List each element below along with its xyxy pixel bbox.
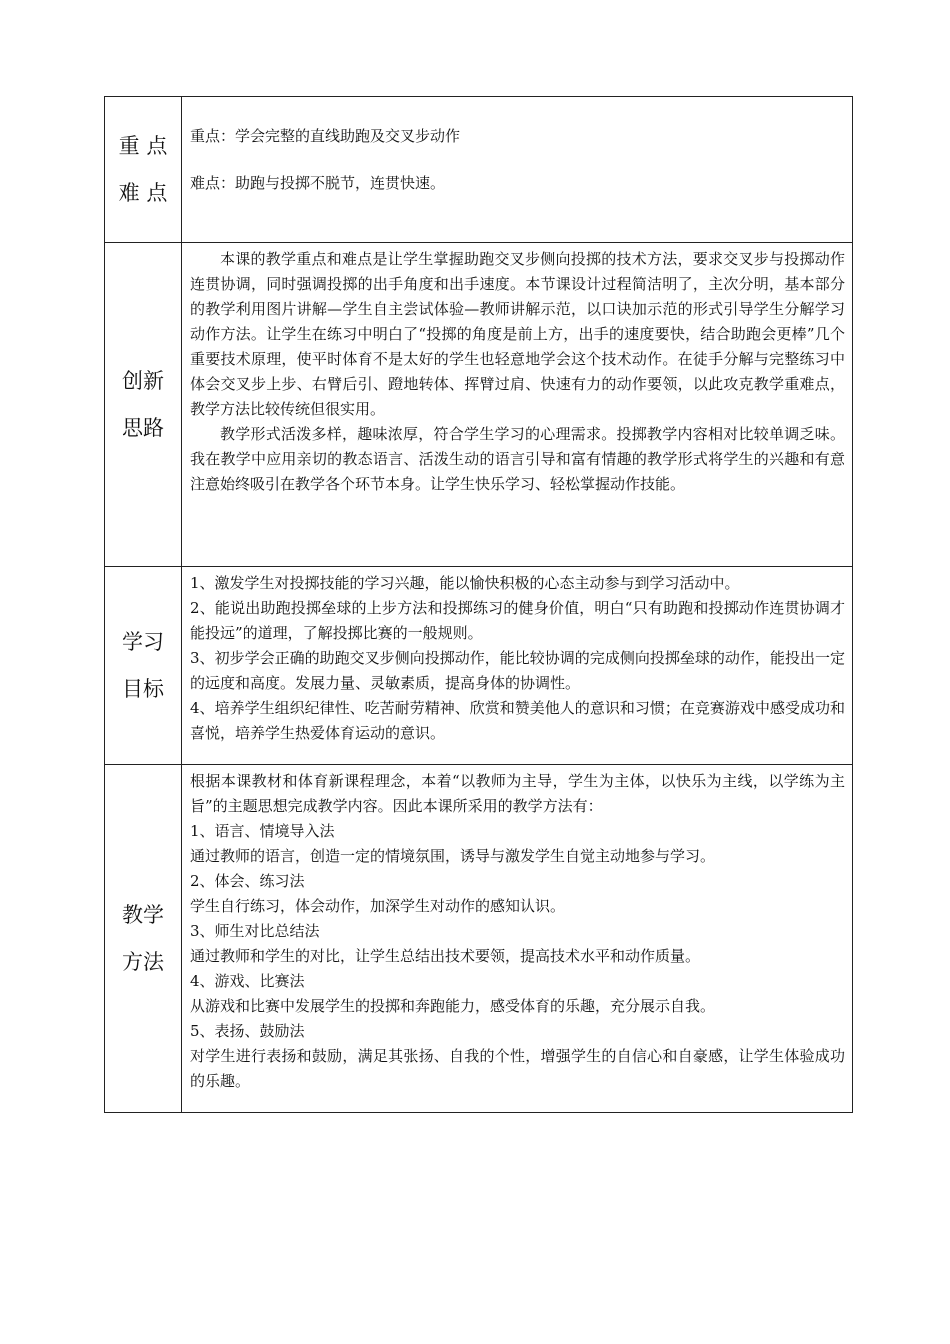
table-row-objectives bbox=[105, 567, 853, 765]
method-heading: 2、体会、练习法 bbox=[190, 872, 305, 890]
row-label-line: 教学 bbox=[122, 902, 164, 927]
objective-item: 3、初步学会正确的助跑交叉步侧向投掷动作，能比较协调的完成侧向投掷垒球的动作，能投出一定的远度和高度。发展力量、灵敏素质，提高身体的协调性。 bbox=[190, 649, 845, 692]
method-heading: 4、游戏、比赛法 bbox=[190, 972, 305, 990]
objective-item: 2、能说出助跑投掷垒球的上步方法和投掷练习的健身价值，明白“只有助跑和投掷动作连贯协调才能投远”的道理，了解投掷比赛的一般规则。 bbox=[190, 599, 845, 642]
row-content-objectives bbox=[182, 567, 853, 765]
difficulty-text: 难点：助跑与投掷不脱节，连贯快速。 bbox=[190, 174, 446, 192]
innovation-paragraph: 本课的教学重点和难点是让学生掌握助跑交叉步侧向投掷的技术方法，要求交叉步与投掷动作连贯协调，同时强调投掷的出手角度和出手速度。本节课设计过程简洁明了，主次分明，基本部分的教学利用图片讲解—学生自主尝试体验—教师讲解示范，以口诀加示范的形式引导学生分解学习动作方法。让学生在练习中明白了“投掷的角度是前上方，出手的速度要快，结合助跑会更棒”几个重要技术原理，使平时体育不是太好的学生也轻意地学会这个技术动作。在徒手分解与完整练习中体会交叉步上步、右臂后引、蹬地转体、挥臂过肩、快速有力的动作要领，以此攻克教学重难点，教学方法比较传统但很实用。 bbox=[190, 250, 845, 418]
row-content-methods bbox=[182, 765, 853, 1113]
table-row-key-points bbox=[105, 97, 853, 243]
table-row-innovation bbox=[105, 243, 853, 567]
row-label-line: 学习 bbox=[122, 629, 164, 654]
row-label-key-points bbox=[105, 97, 182, 243]
row-label-line: 目标 bbox=[122, 676, 164, 701]
method-heading: 1、语言、情境导入法 bbox=[190, 822, 335, 840]
objective-item: 1、激发学生对投掷技能的学习兴趣，能以愉快积极的心态主动参与到学习活动中。 bbox=[190, 574, 740, 592]
row-label-line: 方法 bbox=[122, 949, 164, 974]
method-heading: 3、师生对比总结法 bbox=[190, 922, 320, 940]
row-content-key-points bbox=[182, 97, 853, 243]
table-row-methods bbox=[105, 765, 853, 1113]
key-point-text: 重点：学会完整的直线助跑及交叉步动作 bbox=[190, 127, 461, 145]
row-label-line: 重 点 bbox=[118, 133, 168, 158]
row-content-innovation bbox=[182, 243, 853, 567]
method-description: 从游戏和比赛中发展学生的投掷和奔跑能力，感受体育的乐趣，充分展示自我。 bbox=[190, 997, 716, 1015]
row-label-line: 思路 bbox=[122, 415, 164, 440]
row-label-objectives bbox=[105, 567, 182, 765]
row-label-line: 难 点 bbox=[118, 180, 168, 205]
innovation-paragraph: 教学形式活泼多样，趣味浓厚，符合学生学习的心理需求。投掷教学内容相对比较单调乏味。我在教学中应用亲切的教态语言、活泼生动的语言引导和富有情趣的教学形式将学生的兴趣和有意注意始终吸引在教学各个环节本身。让学生快乐学习、轻松掌握动作技能。 bbox=[190, 425, 845, 493]
method-heading: 5、表扬、鼓励法 bbox=[190, 1022, 305, 1040]
method-description: 学生自行练习，体会动作，加深学生对动作的感知认识。 bbox=[190, 897, 566, 915]
row-label-line: 创新 bbox=[122, 368, 164, 393]
row-label-methods bbox=[105, 765, 182, 1113]
method-description: 对学生进行表扬和鼓励，满足其张扬、自我的个性，增强学生的自信心和自豪感，让学生体验成功的乐趣。 bbox=[190, 1047, 845, 1090]
row-label-innovation bbox=[105, 243, 182, 567]
methods-intro: 根据本课教材和体育新课程理念，本着“以教师为主导，学生为主体，以快乐为主线，以学练为主旨”的主题思想完成教学内容。因此本课所采用的教学方法有： bbox=[190, 772, 845, 815]
method-description: 通过教师和学生的对比，让学生总结出技术要领，提高技术水平和动作质量。 bbox=[190, 947, 701, 965]
lesson-plan-table bbox=[104, 96, 853, 1113]
objective-item: 4、培养学生组织纪律性、吃苦耐劳精神、欣赏和赞美他人的意识和习惯；在竞赛游戏中感受成功和喜悦，培养学生热爱体育运动的意识。 bbox=[190, 699, 845, 742]
method-description: 通过教师的语言，创造一定的情境氛围，诱导与激发学生自觉主动地参与学习。 bbox=[190, 847, 716, 865]
